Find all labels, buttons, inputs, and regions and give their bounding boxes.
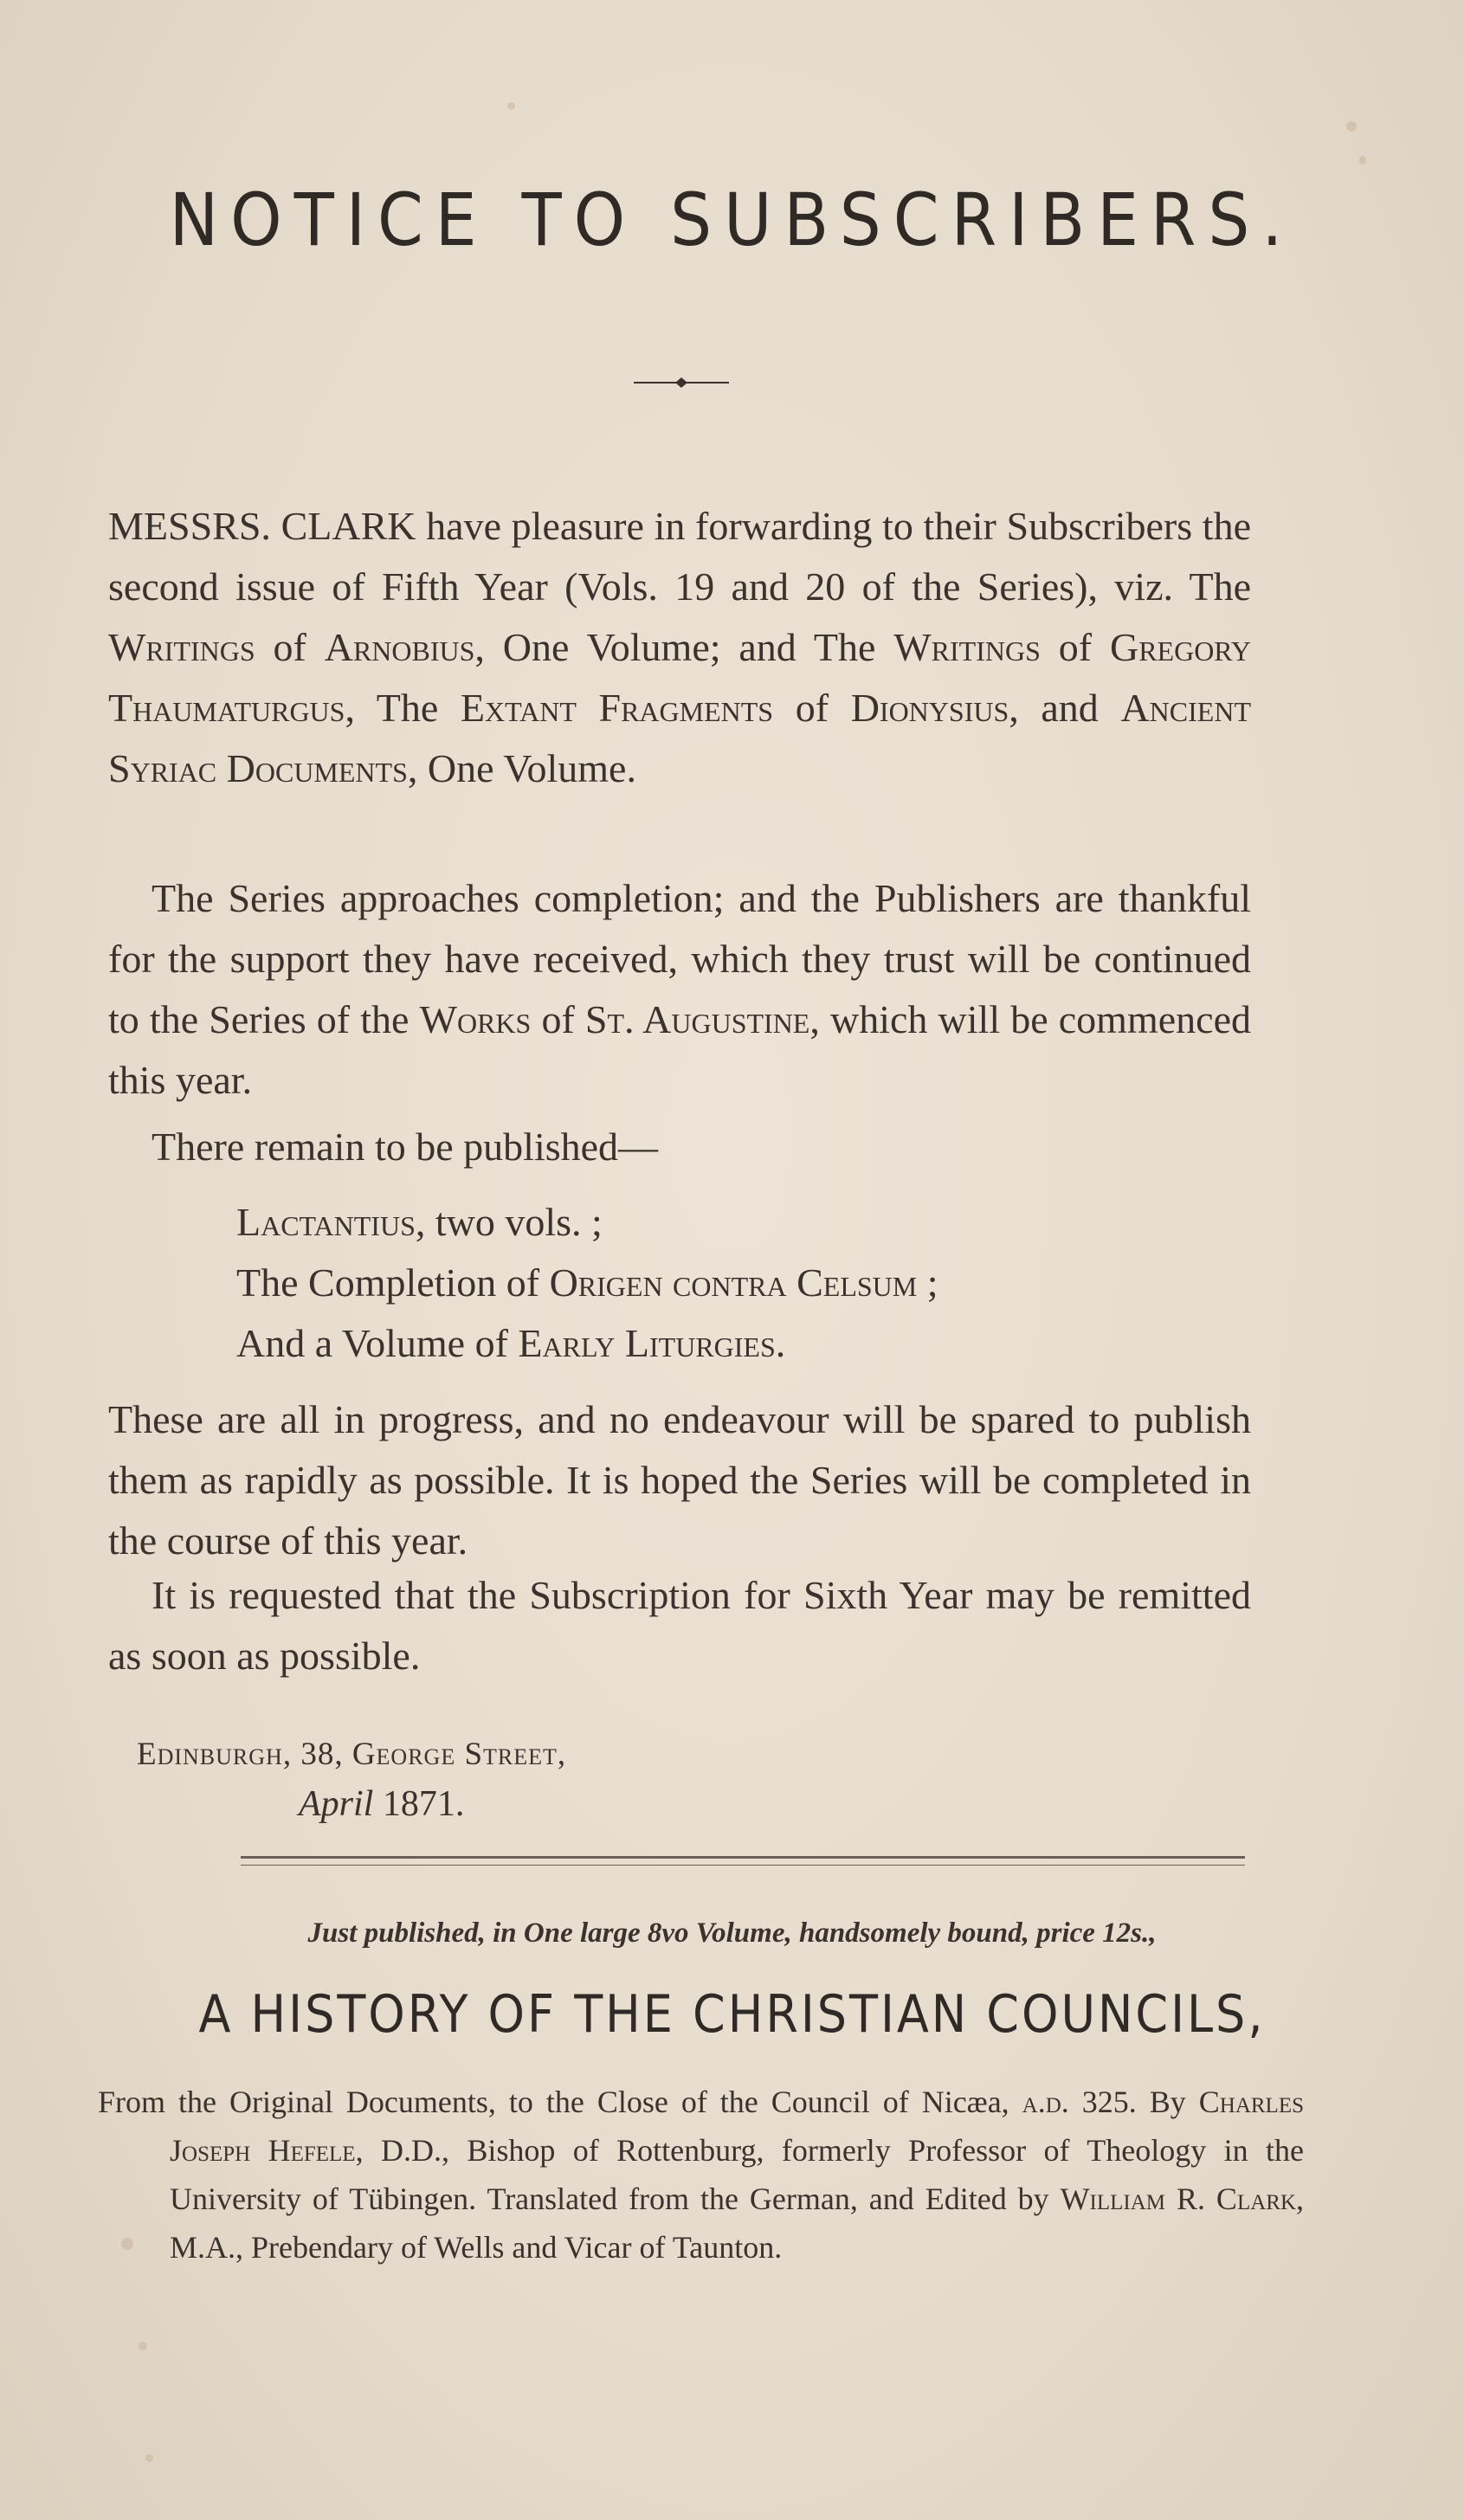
divider-rule <box>241 1865 1245 1866</box>
address: Edinburgh, 38, George Street, <box>137 1737 567 1772</box>
paper-spot <box>507 102 515 110</box>
list-item: The Completion of Origen contra Celsum ; <box>236 1260 938 1305</box>
paragraph-progress: These are all in progress, and no endeavour will be spared to publish them as rapidly as possible. It is hoped the Series will be completed in the course of this year. <box>108 1397 1251 1563</box>
paragraph-issue: MESSRS. CLARK have pleasure in forwarding to their Subscribers the second issue of Fifth Year (Vols. 19 and 20 of the Series), viz. The Writings of Arnobius, One Volume; and The Writings of Gregory Thaumaturgus, The Extant Fragments of Dionysius, and Ancient Syriac Documents, One Volume. <box>108 504 1251 790</box>
divider-rule <box>241 1856 1245 1859</box>
advert-body: From the Original Documents, to the Close of the Council of Nicæa, a.d. 325. By Charles Joseph Hefele, D.D., Bishop of Rottenburg, formerly Professor of Theology in the University of Tübingen. Translated from the German, and Edited by William R. Clark, M.A., Prebendary of Wells and Vicar of Taunton. <box>98 2085 1305 2265</box>
paragraph-remaining: There remain to be published— <box>152 1125 659 1169</box>
paper-spot <box>1346 121 1357 132</box>
paper-spot <box>1359 156 1366 164</box>
advert-title: A HISTORY OF THE CHRISTIAN COUNCILS, <box>198 1984 1266 2045</box>
ornament-divider <box>634 374 729 391</box>
paper-spot <box>145 2454 153 2462</box>
advert-note: Just published, in One large 8vo Volume, handsomely bound, price 12s., <box>307 1917 1157 1949</box>
paragraph-series: The Series approaches completion; and the Publishers are thankful for the support they have received, which they trust will be continued to the Series of the Works of St. Augustine, which will be commenced this year. <box>108 876 1251 1102</box>
publisher-name: MESSRS. CLARK <box>108 504 416 548</box>
page-title: NOTICE TO SUBSCRIBERS. <box>169 177 1295 262</box>
date-line: April 1871. <box>299 1784 465 1824</box>
list-item: And a Volume of Early Liturgies. <box>236 1321 786 1365</box>
paragraph-request: It is requested that the Subscription for Sixth Year may be remitted as soon as possible. <box>108 1573 1251 1678</box>
paper-spot <box>139 2342 147 2350</box>
list-item: Lactantius, two vols. ; <box>236 1200 603 1244</box>
